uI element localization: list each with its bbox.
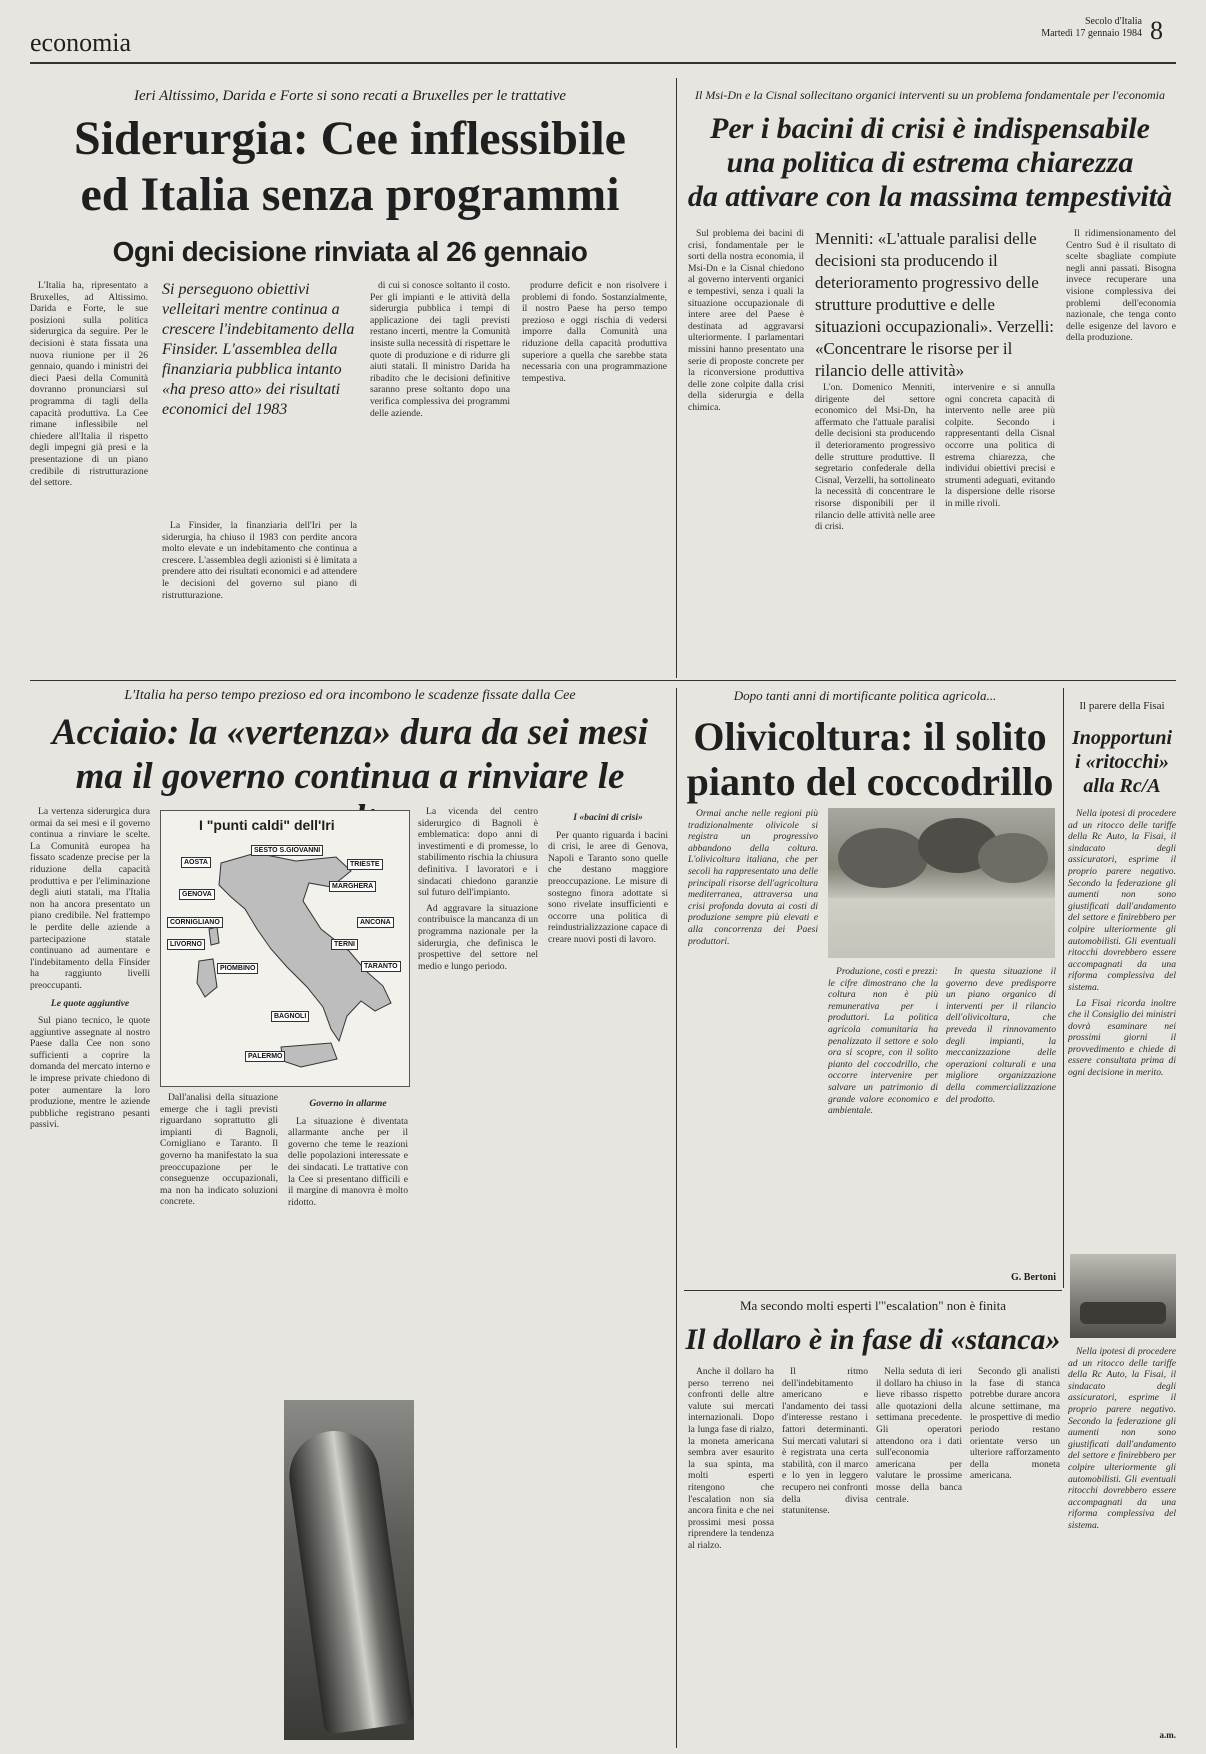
dollaro-title: Il dollaro è in fase di «stanca» <box>685 1323 1061 1356</box>
bacini-title-3: da attivare con la massima tempestività <box>687 180 1173 213</box>
siderurgia-col-3: di cui si conosce soltanto il costo. Per gli impianti e le attività della siderurgia pubblica i tempi di applicazione dei tagli previsti restano incerti, mentre la Comunità insiste sulla necessità di rispettare le quote di produzione e di ridurre gli aiuti statali. Il ministro Darida ha ribadito che le decisioni definitive saranno prese soltanto dopo una verifica complessiva dei programmi delle aziende. <box>370 280 510 419</box>
acciaio-col-3: Governo in allarme La situazione è diventata allarmante anche per il governo che teme le reazioni delle popolazioni interessate e dei sindacati. Le trattative con la Cee si presentano difficili e il margine di manovra è molto ridotto. <box>288 1098 408 1208</box>
siderurgia-kicker: Ieri Altissimo, Darida e Forte si sono recati a Bruxelles per le trattative <box>133 88 567 104</box>
column-divider <box>676 78 677 678</box>
map-label: BAGNOLI <box>271 1011 309 1022</box>
siderurgia-col-4: produrre deficit e non risolvere i problemi di fondo. Sostanzialmente, il nostro Paese ha perso tempo prezioso e oggi rischia di vedersi imporre dalla Comunità una riduzione della capacità produttiva superiore a quella che sarebbe stata necessaria con una programmazione tempestiva. <box>522 280 667 384</box>
bacini-title-1: Per i bacini di crisi è indispensabile <box>710 112 1150 145</box>
rca-kicker: Il parere della Fisai <box>1079 700 1165 712</box>
map-title: I "punti caldi" dell'Iri <box>199 817 335 833</box>
dollaro-rule <box>684 1290 1062 1291</box>
acciaio-col-5: I «bacini di crisi» Per quanto riguarda i bacini di crisi, le aree di Genova, Napoli e Taranto sono quelle che destano maggiore preoccupazione. Le misure di sostegno finora adottate si sono rivelate insufficienti e occorre una politica di reindustrializzazione capace di creare nuovi posti di lavoro. <box>548 812 668 945</box>
dollaro-col-1: Anche il dollaro ha perso terreno nei confronti delle altre valute sui mercati internazionali. Dopo la lunga fase di rialzo, la moneta americana sembra aver esaurito la sua spinta, ma molti esperti ritengono che l'escalation non sia ancora finita e che nei prossimi mesi possa riprendere la tendenza al rialzo. <box>688 1366 774 1551</box>
dollaro-col-4: Secondo gli analisti la fase di stanca potrebbe durare ancora alcune settimane, ma le prospettive di medio periodo restano orientate verso un ulteriore rafforzamento della moneta americana. <box>970 1366 1060 1482</box>
rca-body: Nella ipotesi di procedere ad un ritocco delle tariffe della Rc Auto, la Fisai, il sindacato degli assicuratori, esprime il proprio parere negativo. Secondo la federazione gli aumenti non sono giustificati dall'andamento del settore e finirebbero per colpire ulteriormente gli automobilisti. Gli eventuali ritocchi dovrebbero essere accompagnati da una riforma complessiva del sistema. La Fisai ricorda inoltre che il Consiglio dei ministri dovrà esaminare nei prossimi giorni il provvedimento e chiede di essere consultata prima di ogni decisione in merito. <box>1068 808 1176 1079</box>
acciaio-col-1: La vertenza siderurgica dura ormai da sei mesi e il governo continua a rinviare le scelte. La Comunità europea ha fissato scadenze precise per la riduzione della capacità produttiva e per l'eliminazione degli aiuti statali, ma l'Italia non ha ancora presentato un piano credibile. Nel frattempo le perdite delle aziende a partecipazione statale continuano ad aumentare e l'indebitamento della Finsider ha raggiunto livelli preoccupanti. Le quote aggiuntive Sul piano tecnico, le quote aggiuntive assegnate al nostro Paese dalla Cee non sono sufficienti a coprire la domanda del mercato interno e le imprese private chiedono di poter aumentare la loro produzione, mentre le aziende pubbliche registrano pesanti passivi. <box>30 806 150 1131</box>
olivicoltura-title-1: Olivicoltura: il solito <box>693 714 1047 759</box>
section-title: economia <box>30 28 132 57</box>
bacini-col-1: Sul problema dei bacini di crisi, fondamentale per le sorti della nostra economia, il Msi-Dn e la Cisnal chiedono al governo interventi organici e tempestivi, senza i quali la situazione occupazionale di intere aree del Paese è destinata ad aggravarsi ulteriormente. I parlamentari missini hanno presentato una serie di proposte concrete per la riconversione produttiva delle zone colpite dalla crisi della siderurgia e della chimica. <box>688 228 804 413</box>
bacini-col-4: Il ridimensionamento del Centro Sud è il risultato di scelte sbagliate compiute negli anni passati. Bisogna invece recuperare una visione complessiva dei problemi dell'economia nazionale, che tenga conto delle esigenze del lavoro e della produzione. <box>1066 228 1176 344</box>
dollaro-col-2: Il ritmo dell'indebitamento americano e l'andamento dei tassi d'interesse restano i fattori determinanti. Sui mercati valutari si è registrata una certa stabilità, con il marco e lo yen in leggero recupero nei confronti della divisa statunitense. <box>782 1366 868 1517</box>
acciaio-title-1: Acciaio: la «vertenza» dura da sei mesi <box>51 712 649 753</box>
olivicoltura-col-3: In questa situazione il governo deve predisporre un piano organico di interventi per il rilancio dell'olivicoltura, che preveda il rinnovamento degli impianti, la meccanizzazione delle operazioni colturali e una migliore organizzazione della commercializzazione del prodotto. <box>946 966 1056 1105</box>
issue-date: Martedì 17 gennaio 1984 <box>1041 28 1142 39</box>
map-label: GENOVA <box>179 889 215 900</box>
iri-map <box>160 810 410 1087</box>
mid-rule <box>30 680 1176 681</box>
map-label: PALERMO <box>245 1051 285 1062</box>
map-label: TARANTO <box>361 961 401 972</box>
rca-title-3: alla Rc/A <box>1083 775 1161 797</box>
map-label: TERNI <box>331 939 358 950</box>
acciaio-subhead-bacini: I «bacini di crisi» <box>573 812 643 823</box>
olivicoltura-col-1: Ormai anche nelle regioni più tradizionalmente olivicole si registra un progressivo abbandono della coltura. L'olivicoltura italiana, che per secoli ha rappresentato una delle principali risorse dell'agricoltura mediterranea, attraversa una crisi profonda dovuta ai costi di produzione sempre più elevati e alla concorrenza dei Paesi produttori. <box>688 808 818 947</box>
acciaio-title-2: ma il governo continua a rinviare le <box>75 756 625 797</box>
acciaio-col-4: La vicenda del centro siderurgico di Bagnoli è emblematica: dopo anni di investimenti e di promesse, lo stabilimento rischia la chiusura definitiva. I lavoratori e i sindacati chiedono garanzie sul futuro dell'impianto. Ad aggravare la situazione contribuisce la mancanza di un programma nazionale per la siderurgia, che definisca le prospettive del settore nel medio e lungo periodo. <box>418 806 538 972</box>
newspaper-name: Secolo d'Italia <box>1084 16 1142 27</box>
map-label: MARGHERA <box>329 881 376 892</box>
siderurgia-col-1: L'Italia ha, ripresentato a Bruxelles, ad Altissimo. Darida e Forte, le sue posizioni sulla politica siderurgica da seguire. Per le decisioni è stata fissata una nuova riunione per il 26 gennaio, quando i ministri dei dieci Paesi della Comunità dovranno pronunciarsi sul programma di tagli della capacità produttiva. La Cee rimane inflessibile nel chiedere all'Italia il rispetto degli impegni già presi e la presentazione di un piano credibile di ristrutturazione del settore. <box>30 280 148 489</box>
bacini-title-2: una politica di estrema chiarezza <box>726 146 1134 179</box>
siderurgia-title-2: ed Italia senza programmi <box>80 168 620 221</box>
masthead-rule <box>30 62 1176 64</box>
siderurgia-standfirst: Si perseguono obiettivi velleitari mentre continua a crescere l'indebitamento della Finsider. L'assemblea della finanziaria pubblica intanto «ha preso atto» dei risultati economici del 1983 <box>162 281 355 418</box>
dollaro-kicker: Ma secondo molti esperti l'"escalation" non è finita <box>739 1298 1007 1313</box>
bacini-col-3: intervenire e si annulla ogni concreta capacità di intervento nelle aree più colpite. Secondo i rappresentanti della Cisnal occorre una politica di estrema chiarezza, che individui obiettivi precisi e strumenti adeguati, evitando la dispersione delle risorse in mille rivoli. <box>945 382 1055 509</box>
siderurgia-subtitle: Ogni decisione rinviata al 26 gennaio <box>112 236 588 267</box>
olivicoltura-kicker: Dopo tanti anni di mortificante politica agricola... <box>733 688 997 703</box>
olive-grove-photo <box>828 808 1055 958</box>
map-label: TRIESTE <box>347 859 383 870</box>
bacini-col-2: L'on. Domenico Menniti, dirigente del settore economico del Msi-Dn, ha affermato che l'attuale paralisi delle decisioni sta producendo il deterioramento progressivo delle strutture produttive. Il segretario confederale della Cisnal, Verzelli, ha sottolineato la necessità di concentrare le risorse disponibili per il rilancio delle attività nelle aree di crisi. <box>815 382 935 533</box>
map-label: CORNIGLIANO <box>167 917 223 928</box>
column-divider <box>1063 688 1064 1288</box>
acciaio-col-2: Dall'analisi della situazione emerge che i tagli previsti riguardano soprattutto gli impianti di Bagnoli, Cornigliano e Taranto. Il governo ha manifestato la sua preoccupazione per le conseguenze occupazionali, ma non ha indicato soluzioni concrete. <box>160 1092 278 1208</box>
map-label: ANCONA <box>357 917 394 928</box>
map-label: LIVORNO <box>167 939 205 950</box>
cars-photo <box>1070 1254 1176 1338</box>
page-number: 8 <box>1150 16 1163 45</box>
acciaio-kicker: L'Italia ha perso tempo prezioso ed ora incombono le scadenze fissate dalla Cee <box>124 688 576 703</box>
siderurgia-title-1: Siderurgia: Cee inflessibile <box>74 112 626 165</box>
column-divider <box>676 688 677 1748</box>
map-label: SESTO S.GIOVANNI <box>251 845 323 856</box>
steel-pipe-photo <box>284 1400 414 1740</box>
siderurgia-col-2: La Finsider, la finanziaria dell'Iri per la siderurgia, ha chiuso il 1983 con perdite ancora molto elevate e un indebitamento che continua a crescere. L'assemblea degli azionisti si è limitata a prendere atto dei risultati economici e ad attendere le decisioni del governo sul piano di ristrutturazione. <box>162 520 357 601</box>
rca-title-1: Inopportuni <box>1071 727 1173 749</box>
olivicoltura-title-2: pianto del coccodrillo <box>686 759 1054 804</box>
bacini-quote: Menniti: «L'attuale paralisi delle decisioni sta producendo il deterioramento progressivo delle strutture produttive e delle situazioni occupazionali». Verzelli: «Concentrare le risorse per il rilancio delle attività» <box>815 229 1055 380</box>
map-label: PIOMBINO <box>217 963 258 974</box>
bacini-kicker: Il Msi-Dn e la Cisnal sollecitano organici interventi su un problema fondamentale per l'economia <box>695 88 1165 102</box>
rca-title-2: i «ritocchi» <box>1075 751 1169 773</box>
dollaro-col-3: Nella seduta di ieri il dollaro ha chiuso in lieve ribasso rispetto alle quotazioni della settimana precedente. Gli operatori attendono ora i dati sull'economia americana per valutare le prossime mosse della banca centrale. <box>876 1366 962 1505</box>
olivicoltura-author: G. Bertoni <box>1011 1272 1056 1283</box>
map-label: AOSTA <box>181 857 211 868</box>
rca-body-continued: Nella ipotesi di procedere ad un ritocco delle tariffe della Rc Auto, la Fisai, il sindacato degli assicuratori, esprime il proprio parere negativo. Secondo la federazione gli aumenti non sono giustificati dall'andamento del settore e finirebbero per colpire ulteriormente gli automobilisti. Gli eventuali ritocchi dovrebbero essere accompagnati da una riforma complessiva del sistema. <box>1068 1346 1176 1531</box>
acciaio-subhead-governo: Governo in allarme <box>309 1098 387 1109</box>
olivicoltura-col-2: Produzione, costi e prezzi: le cifre dimostrano che la coltura non è più remunerativa per i produttori. La politica agricola comunitaria ha penalizzato il settore e solo ora si scopre, con il solito pianto del coccodrillo, che occorre intervenire per salvare un patrimonio di grande valore economico e ambientale. <box>828 966 938 1117</box>
acciaio-subhead-quote: Le quote aggiuntive <box>50 997 130 1009</box>
rca-signature: a.m. <box>1159 1730 1176 1740</box>
